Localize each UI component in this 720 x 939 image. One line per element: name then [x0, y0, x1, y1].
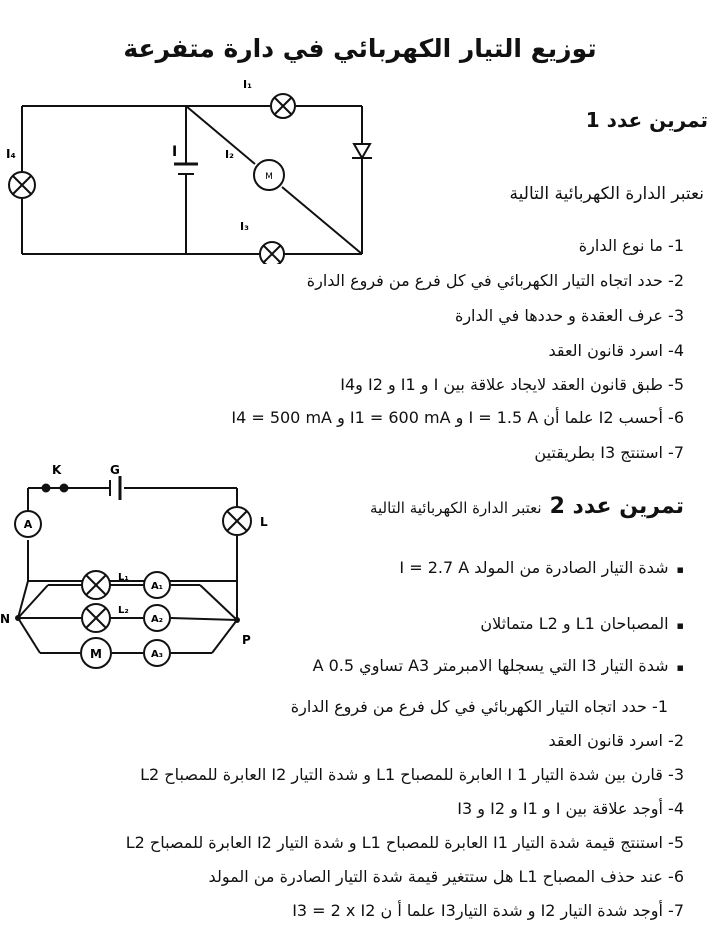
exercise-1-question: 6- أحسب I2 علما أن I = 1.5 A و I1 = 600 mA و I4 = 500 mA	[231, 408, 684, 427]
exercise-2-question: 3- قارن بين شدة التيار I 1 العابرة للمصباح L1 و شدة التيار I2 العابرة للمصباح L2	[140, 765, 684, 784]
lamp-bottom	[260, 242, 284, 264]
lamp-top	[271, 94, 295, 118]
page-title: توزيع التيار الكهربائي في دارة متفرعة	[123, 34, 597, 63]
exercise-2-question: 5- استنتج قيمة شدة التيار I1 العابرة للمصباح L1 و شدة التيار I2 العابرة للمصباح L2	[125, 833, 684, 852]
label-g: G	[110, 463, 120, 477]
exercise-2-question: 7- أوجد شدة التيار I2 و شدة التيارI3 علما أ ن I3 = 2 x I2	[292, 901, 684, 920]
exercise-2-question: 2- اسرد قانون العقد	[548, 731, 684, 750]
node-p	[234, 617, 240, 623]
label-p: P	[242, 633, 251, 647]
exercise-1-question: 3- عرف العقدة و حددها في الدارة	[454, 306, 684, 325]
motor-label: M	[90, 647, 102, 661]
lamp-l1	[82, 571, 110, 599]
exercise-1-question: 4- اسرد قانون العقد	[548, 341, 684, 360]
label-k: K	[52, 463, 62, 477]
label-i3: I₃	[240, 220, 249, 233]
exercise-2-title: تمرين عدد 2	[549, 494, 684, 519]
lamp-l2	[82, 604, 110, 632]
ammeter-a2-label: A₂	[150, 614, 164, 625]
label-l: L	[260, 515, 268, 529]
motor-label: M	[265, 172, 273, 182]
exercise-2-bullet: ▪ شدة التيار I3 التي يسجلها الامبرمتر A3 تساوي 0.5 A	[313, 656, 684, 675]
exercise-1-heading: تمرين عدد 1	[585, 108, 708, 132]
exercise-2-question: 6- عند حذف المصباح L1 هل ستتغير قيمة شدة التيار الصادرة من المولد	[208, 867, 684, 886]
ammeter-a3-label: A₃	[150, 649, 164, 660]
diode-symbol	[354, 144, 370, 158]
exercise-1-question: 7- استنتج I3 بطريقتين	[534, 443, 684, 462]
exercise-2-bullet: ▪ المصباحان L1 و L2 متماثلان	[480, 614, 684, 633]
label-n: N	[0, 612, 11, 626]
ammeter-a-label: A	[23, 518, 33, 531]
exercise-1-question: 5- طبق قانون العقد لايجاد علاقة بين I و I1 و I2 وI4	[340, 375, 684, 394]
exercise-1-question: 1- ما نوع الدارة	[578, 236, 684, 255]
exercise-2-intro: نعتبر الدارة الكهربائية التالية	[369, 499, 542, 517]
label-l2: L₂	[118, 605, 129, 616]
label-l1: L₁	[118, 572, 129, 583]
exercise-2-bullet: ▪ شدة التيار الصادرة من المولد I = 2.7 A	[399, 558, 684, 577]
label-i2: I₂	[225, 148, 234, 161]
exercise-1-question: 2- حدد اتجاه التيار الكهربائي في كل فرع من فروع الدارة	[306, 271, 684, 290]
label-i: I	[172, 144, 178, 160]
exercise-2-question: 1- حدد اتجاه التيار الكهربائي في كل فرع من فروع الدارة	[290, 697, 668, 716]
ammeter-a1-label: A₁	[150, 581, 164, 592]
exercise-2-heading	[370, 494, 684, 519]
switch-k-contact	[60, 484, 69, 493]
circuit-diagram-2	[0, 458, 275, 683]
label-i1: I₁	[243, 78, 252, 91]
lamp-l	[223, 507, 251, 535]
exercise-1-intro: نعتبر الدارة الكهربائية التالية	[509, 184, 704, 204]
switch-k-contact	[42, 484, 51, 493]
exercise-2-question: 4- أوجد علاقة بين I و I1 و I2 و I3	[457, 799, 684, 818]
label-i4: I₄	[6, 147, 16, 161]
lamp-left	[9, 172, 35, 198]
node-n	[15, 615, 21, 621]
circuit-diagram-1	[0, 74, 380, 264]
